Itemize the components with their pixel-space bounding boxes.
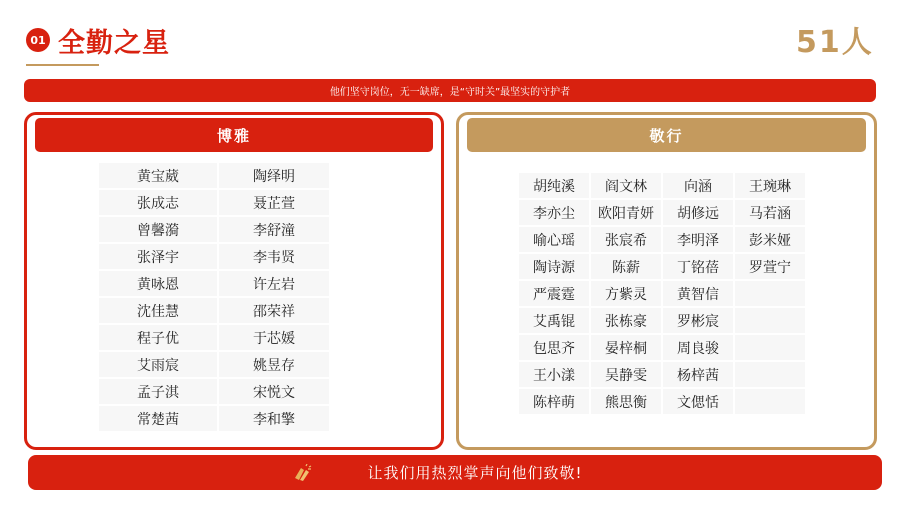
- name-cell: [735, 281, 805, 306]
- name-cell: 黄宝葳: [99, 163, 217, 188]
- name-cell: 黄咏恩: [99, 271, 217, 296]
- tagline-banner: 他们坚守岗位，无一缺席，是“守时关”最坚实的守护者: [24, 79, 876, 102]
- name-cell: 张宸希: [591, 227, 661, 252]
- name-cell: 李舒潼: [219, 217, 329, 242]
- name-cell: 文偲恬: [663, 389, 733, 414]
- name-cell: [735, 308, 805, 333]
- name-cell: 张泽宇: [99, 244, 217, 269]
- name-cell: 杨梓茜: [663, 362, 733, 387]
- name-cell: 于芯媛: [219, 325, 329, 350]
- name-cell: 常楚茜: [99, 406, 217, 431]
- name-cell: 黄智信: [663, 281, 733, 306]
- name-cell: 胡修远: [663, 200, 733, 225]
- name-cell: 宋悦文: [219, 379, 329, 404]
- name-cell: [735, 362, 805, 387]
- name-cell: 陈梓萌: [519, 389, 589, 414]
- name-cell: 程子优: [99, 325, 217, 350]
- name-cell: 罗萱宁: [735, 254, 805, 279]
- name-cell: 聂芷萱: [219, 190, 329, 215]
- section-number-badge: 01: [26, 28, 50, 52]
- boya-name-grid: [99, 163, 329, 431]
- name-cell: 姚昱存: [219, 352, 329, 377]
- name-cell: 沈佳慧: [99, 298, 217, 323]
- name-cell: 邵荣祥: [219, 298, 329, 323]
- jingxing-name-grid: [519, 173, 805, 414]
- name-cell: [735, 389, 805, 414]
- name-cell: 方紫灵: [591, 281, 661, 306]
- name-cell: 胡纯溪: [519, 173, 589, 198]
- name-cell: 李韦贤: [219, 244, 329, 269]
- clapping-hands-icon: [292, 464, 312, 482]
- name-cell: 欧阳青妍: [591, 200, 661, 225]
- name-cell: 彭米娅: [735, 227, 805, 252]
- boya-panel: [24, 112, 444, 450]
- name-cell: 熊思衡: [591, 389, 661, 414]
- name-cell: 王小漾: [519, 362, 589, 387]
- boya-panel-heading: 博雅: [35, 118, 433, 152]
- name-cell: 向涵: [663, 173, 733, 198]
- name-cell: 艾雨宸: [99, 352, 217, 377]
- name-cell: 吴静雯: [591, 362, 661, 387]
- footer-banner: [28, 455, 882, 490]
- name-cell: 包思齐: [519, 335, 589, 360]
- jingxing-panel-heading: 敬行: [467, 118, 866, 152]
- page-title: 全勤之星: [58, 28, 170, 59]
- name-cell: 孟子淇: [99, 379, 217, 404]
- name-cell: 艾禹锟: [519, 308, 589, 333]
- name-cell: 张栋豪: [591, 308, 661, 333]
- title-underline: [26, 64, 99, 66]
- name-cell: 曾馨漪: [99, 217, 217, 242]
- name-cell: 阎文林: [591, 173, 661, 198]
- footer-message: 让我们用热烈掌声向他们致敬!: [367, 464, 583, 482]
- name-cell: 陶诗源: [519, 254, 589, 279]
- name-cell: 李和擎: [219, 406, 329, 431]
- name-cell: 李亦尘: [519, 200, 589, 225]
- name-cell: 罗彬宸: [663, 308, 733, 333]
- name-cell: 周良骏: [663, 335, 733, 360]
- jingxing-panel: [456, 112, 877, 450]
- name-cell: 丁铭蓓: [663, 254, 733, 279]
- name-cell: [735, 335, 805, 360]
- name-cell: 张成志: [99, 190, 217, 215]
- name-cell: 陈薪: [591, 254, 661, 279]
- name-cell: 王琬琳: [735, 173, 805, 198]
- name-cell: 李明泽: [663, 227, 733, 252]
- name-cell: 严震霆: [519, 281, 589, 306]
- name-cell: 许左岩: [219, 271, 329, 296]
- name-cell: 马若涵: [735, 200, 805, 225]
- brand-logo: 51人: [796, 25, 874, 60]
- name-cell: 陶绎明: [219, 163, 329, 188]
- name-cell: 喻心瑶: [519, 227, 589, 252]
- name-cell: 晏梓桐: [591, 335, 661, 360]
